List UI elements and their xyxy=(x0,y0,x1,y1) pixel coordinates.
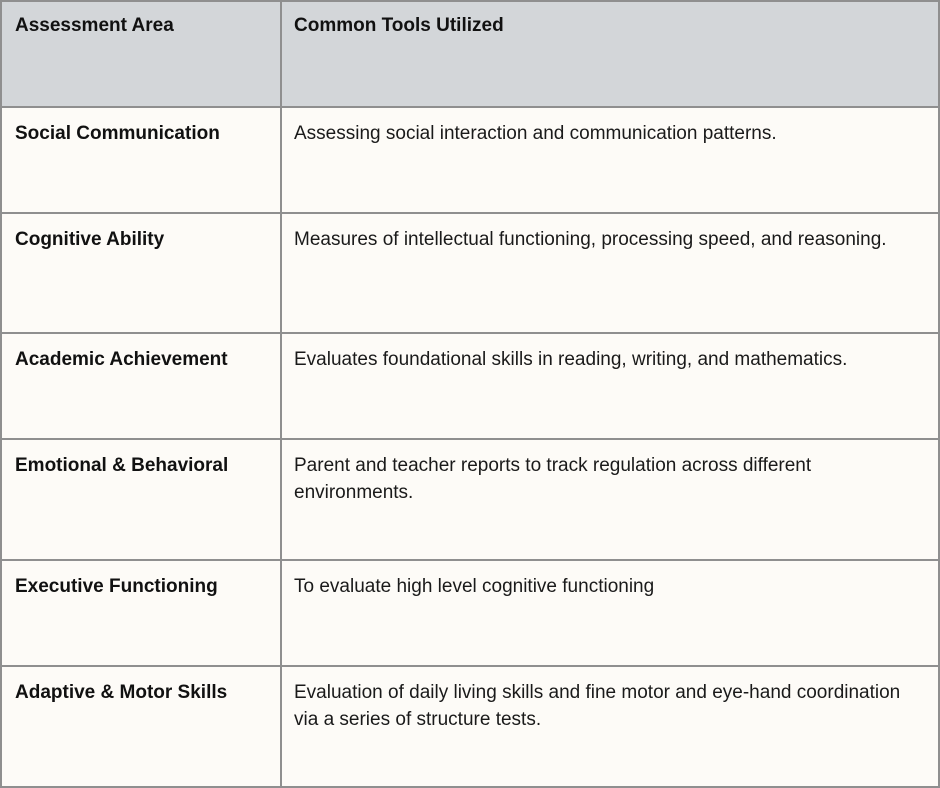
table-row xyxy=(0,440,940,561)
header-common-tools: Common Tools Utilized xyxy=(282,0,940,108)
assessment-area-cell: Adaptive & Motor Skills xyxy=(0,667,282,788)
table-row xyxy=(0,334,940,440)
table-row xyxy=(0,214,940,334)
common-tools-cell: To evaluate high level cognitive functioning xyxy=(282,561,940,667)
common-tools-cell: Assessing social interaction and communication patterns. xyxy=(282,108,940,214)
assessment-area-cell: Cognitive Ability xyxy=(0,214,282,334)
table-header-row xyxy=(0,0,940,108)
table-row xyxy=(0,108,940,214)
common-tools-cell: Evaluation of daily living skills and fine motor and eye-hand coordination via a series of structure tests. xyxy=(282,667,940,788)
common-tools-cell: Parent and teacher reports to track regulation across different environments. xyxy=(282,440,940,561)
common-tools-cell: Measures of intellectual functioning, processing speed, and reasoning. xyxy=(282,214,940,334)
common-tools-cell: Evaluates foundational skills in reading, writing, and mathematics. xyxy=(282,334,940,440)
header-assessment-area: Assessment Area xyxy=(0,0,282,108)
table-row xyxy=(0,561,940,667)
assessment-area-cell: Academic Achievement xyxy=(0,334,282,440)
table-row xyxy=(0,667,940,788)
assessment-area-cell: Emotional & Behavioral xyxy=(0,440,282,561)
assessment-area-cell: Executive Functioning xyxy=(0,561,282,667)
assessment-area-cell: Social Communication xyxy=(0,108,282,214)
